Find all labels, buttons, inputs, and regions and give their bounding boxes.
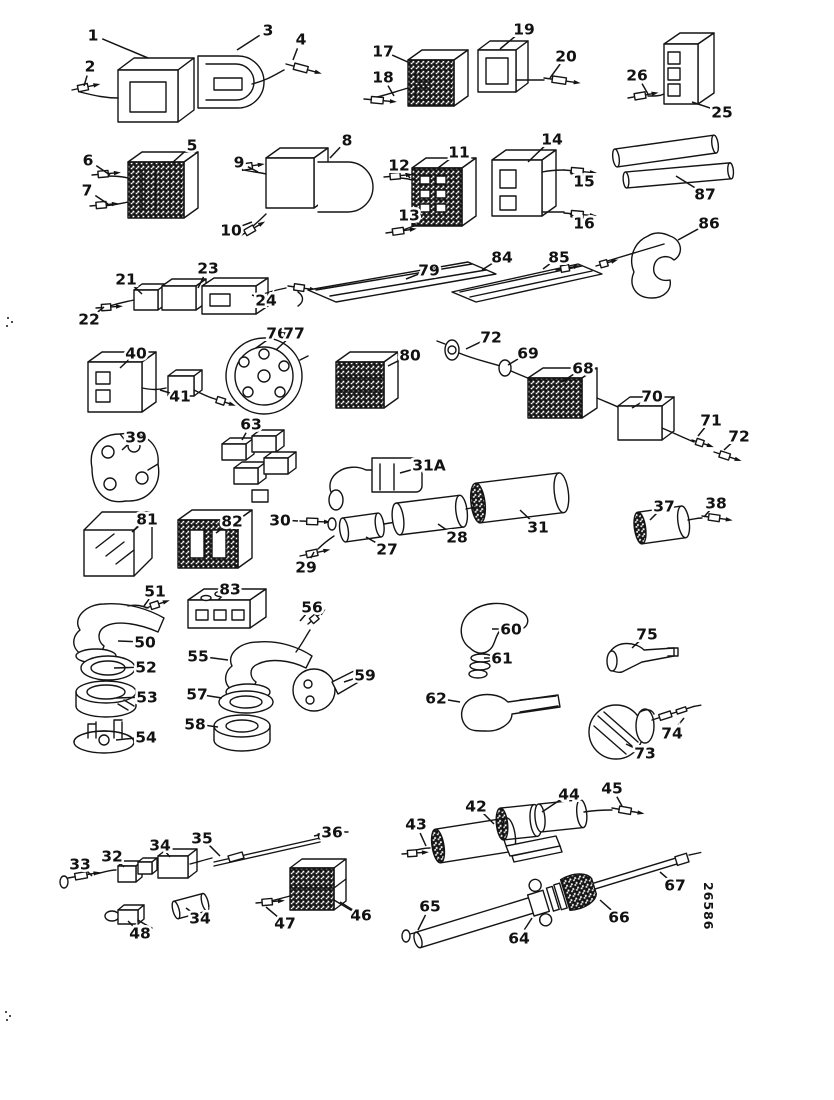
- svg-text:45: 45: [601, 779, 623, 798]
- callout-18-5: [372, 69, 394, 97]
- svg-text:36: 36: [321, 823, 343, 842]
- callout-12-17: [388, 157, 410, 179]
- callout-69-37: [508, 345, 539, 366]
- svg-text:32: 32: [101, 847, 123, 866]
- svg-text:61: 61: [491, 649, 513, 668]
- callout-25-9: [692, 102, 733, 122]
- svg-text:79: 79: [418, 261, 440, 280]
- callout-62-66: [425, 690, 460, 708]
- callout-26-8: [626, 67, 648, 95]
- callout-74-69: [661, 718, 684, 743]
- callout-47-83: [266, 907, 296, 933]
- svg-text:66: 66: [608, 908, 630, 927]
- svg-text:7: 7: [81, 181, 93, 200]
- svg-text:77: 77: [283, 324, 305, 343]
- callout-16-21: [570, 214, 595, 233]
- svg-text:13: 13: [398, 206, 420, 225]
- callout-41-32: [160, 388, 191, 406]
- callout-83-55: [218, 581, 241, 601]
- svg-text:16: 16: [573, 214, 595, 233]
- callout-51-54: [144, 583, 166, 607]
- callout-34-84: [186, 908, 211, 928]
- svg-text:22: 22: [78, 310, 100, 329]
- svg-text:21: 21: [115, 270, 137, 289]
- callout-43-74: [405, 816, 427, 847]
- callout-24-27: [252, 292, 277, 310]
- callout-34-77: [149, 837, 171, 858]
- svg-text:19: 19: [513, 20, 535, 39]
- svg-text:25: 25: [711, 103, 733, 122]
- svg-text:44: 44: [558, 785, 580, 804]
- callout-63-43: [240, 416, 262, 441]
- callout-44-72: [542, 786, 580, 813]
- callout-45-73: [601, 780, 623, 807]
- svg-text:87: 87: [694, 185, 716, 204]
- svg-text:69: 69: [517, 344, 539, 363]
- svg-text:40: 40: [125, 344, 147, 363]
- callout-40-31: [120, 345, 147, 369]
- callout-8-13: [330, 132, 352, 159]
- callout-31-51: [520, 510, 549, 537]
- callout-61-61: [484, 650, 513, 668]
- svg-text:57: 57: [186, 685, 208, 704]
- svg-text:70: 70: [641, 387, 663, 406]
- callout-55-58: [187, 648, 228, 666]
- callout-33-75: [69, 856, 92, 877]
- callout-6-11: [83, 152, 110, 176]
- callout-52-60: [114, 659, 157, 677]
- svg-text:9: 9: [233, 153, 245, 172]
- callout-64-87: [508, 918, 532, 948]
- svg-text:18: 18: [372, 68, 394, 87]
- callout-11-16: [438, 144, 470, 169]
- svg-text:6: 6: [82, 151, 94, 170]
- callout-75-63: [632, 626, 658, 649]
- svg-text:29: 29: [295, 558, 317, 577]
- callout-68-38: [562, 360, 594, 383]
- svg-text:53: 53: [136, 688, 158, 707]
- callout-70-39: [632, 388, 663, 409]
- svg-text:80: 80: [399, 346, 421, 365]
- svg-text:3: 3: [262, 21, 274, 40]
- callout-3-2: [237, 22, 273, 51]
- callout-67-80: [660, 872, 686, 895]
- callout-7-12: [82, 182, 108, 205]
- svg-text:59: 59: [354, 666, 376, 685]
- svg-text:38: 38: [705, 494, 727, 513]
- svg-text:46: 46: [350, 906, 372, 925]
- callout-23-26: [197, 260, 219, 289]
- callout-28-50: [438, 524, 468, 547]
- svg-text:27: 27: [376, 540, 398, 559]
- callout-10-15: [220, 222, 252, 240]
- callout-82-46: [216, 513, 243, 534]
- svg-text:14: 14: [541, 130, 563, 149]
- callout-13-18: [398, 207, 420, 227]
- callout-53-65: [116, 689, 158, 707]
- svg-text:83: 83: [219, 580, 241, 599]
- svg-text:33: 33: [69, 855, 91, 874]
- callout-65-81: [418, 898, 441, 931]
- callout-35-78: [191, 830, 220, 857]
- callout-14-19: [528, 131, 563, 163]
- callout-73-70: [626, 744, 656, 763]
- callout-80-35: [388, 347, 421, 367]
- svg-text:73: 73: [634, 744, 656, 763]
- svg-text:52: 52: [135, 658, 157, 677]
- callout-87-22: [676, 176, 716, 204]
- callout-42-71: [465, 798, 494, 825]
- callout-72-41: [724, 428, 750, 451]
- callout-22-25: [78, 307, 104, 329]
- svg-text:81: 81: [136, 510, 158, 529]
- svg-text:50: 50: [134, 633, 156, 652]
- svg-text:5: 5: [186, 136, 198, 155]
- callout-27-48: [366, 537, 398, 559]
- svg-text:47: 47: [274, 914, 296, 933]
- callout-84-29: [482, 249, 513, 271]
- svg-text:74: 74: [661, 724, 683, 743]
- callout-29-49: [295, 552, 317, 577]
- callout-31A-44: [400, 457, 446, 475]
- svg-text:68: 68: [572, 359, 594, 378]
- callout-86-23: [678, 215, 720, 241]
- svg-text:39: 39: [125, 428, 147, 447]
- callout-66-86: [600, 900, 630, 927]
- callout-48-85: [128, 921, 151, 943]
- svg-text:48: 48: [129, 924, 151, 943]
- callout-21-24: [115, 271, 142, 295]
- svg-text:34: 34: [189, 909, 211, 928]
- svg-text:56: 56: [301, 598, 323, 617]
- svg-text:55: 55: [187, 647, 209, 666]
- callout-2-1: [84, 58, 95, 87]
- svg-text:64: 64: [508, 929, 530, 948]
- callout-30-47: [269, 512, 298, 530]
- callout-17-4: [372, 43, 410, 64]
- svg-text:71: 71: [700, 411, 722, 430]
- callout-72-36: [466, 329, 502, 350]
- svg-text:17: 17: [372, 42, 394, 61]
- svg-text:10: 10: [220, 221, 242, 240]
- callout-19-6: [500, 21, 535, 50]
- svg-text:30: 30: [269, 511, 291, 530]
- svg-text:34: 34: [149, 836, 171, 855]
- svg-text:72: 72: [480, 328, 502, 347]
- svg-text:12: 12: [388, 156, 410, 175]
- svg-text:84: 84: [491, 248, 513, 267]
- svg-text:31A: 31A: [412, 456, 446, 475]
- callout-50-57: [118, 634, 156, 652]
- svg-text:76: 76: [266, 324, 288, 343]
- callout-57-64: [186, 686, 222, 704]
- svg-text:65: 65: [419, 897, 441, 916]
- svg-text:54: 54: [135, 728, 157, 747]
- callout-36-79: [314, 824, 343, 842]
- callout-60-59: [492, 621, 522, 639]
- svg-text:82: 82: [221, 512, 243, 531]
- svg-text:31: 31: [527, 518, 549, 537]
- svg-text:85: 85: [548, 248, 570, 267]
- svg-text:11: 11: [448, 143, 470, 162]
- callout-46-82: [340, 902, 372, 925]
- callout-71-40: [698, 412, 722, 437]
- svg-text:1: 1: [87, 26, 99, 45]
- callout-81-45: [132, 511, 158, 533]
- callout-85-30: [543, 249, 570, 270]
- callout-1-0: [88, 27, 148, 59]
- svg-text:43: 43: [405, 815, 427, 834]
- callout-9-14: [234, 154, 258, 173]
- callout-39-42: [122, 429, 147, 451]
- svg-text:41: 41: [169, 387, 191, 406]
- svg-text:42: 42: [465, 797, 487, 816]
- svg-text:8: 8: [341, 131, 353, 150]
- callout-38-53: [704, 495, 727, 518]
- svg-text:58: 58: [184, 715, 206, 734]
- svg-text:75: 75: [636, 625, 658, 644]
- callout-15-20: [570, 172, 595, 191]
- svg-text:67: 67: [664, 876, 686, 895]
- svg-text:37: 37: [653, 497, 675, 516]
- callout-59-62: [344, 667, 376, 685]
- svg-text:60: 60: [500, 620, 522, 639]
- svg-text:24: 24: [255, 291, 277, 310]
- svg-text:23: 23: [197, 259, 219, 278]
- svg-text:63: 63: [240, 415, 262, 434]
- svg-text:26: 26: [626, 66, 648, 85]
- callout-32-76: [101, 848, 124, 868]
- callout-58-67: [184, 716, 218, 734]
- svg-text:72: 72: [728, 427, 750, 446]
- callout-5-10: [172, 137, 197, 164]
- svg-text:20: 20: [555, 47, 577, 66]
- callout-54-68: [116, 729, 157, 747]
- svg-text:62: 62: [425, 689, 447, 708]
- callout-37-52: [650, 498, 675, 521]
- svg-text:86: 86: [698, 214, 720, 233]
- svg-text:51: 51: [144, 582, 166, 601]
- callout-20-7: [550, 48, 577, 79]
- svg-text:28: 28: [446, 528, 468, 547]
- callout-79-28: [406, 262, 440, 280]
- svg-text:4: 4: [295, 30, 307, 49]
- callout-4-3: [293, 31, 307, 61]
- callout-56-56: [300, 599, 323, 622]
- svg-text:35: 35: [191, 829, 213, 848]
- svg-text:15: 15: [573, 172, 595, 191]
- svg-text:2: 2: [84, 57, 96, 76]
- diagram-code: 26586: [701, 882, 716, 931]
